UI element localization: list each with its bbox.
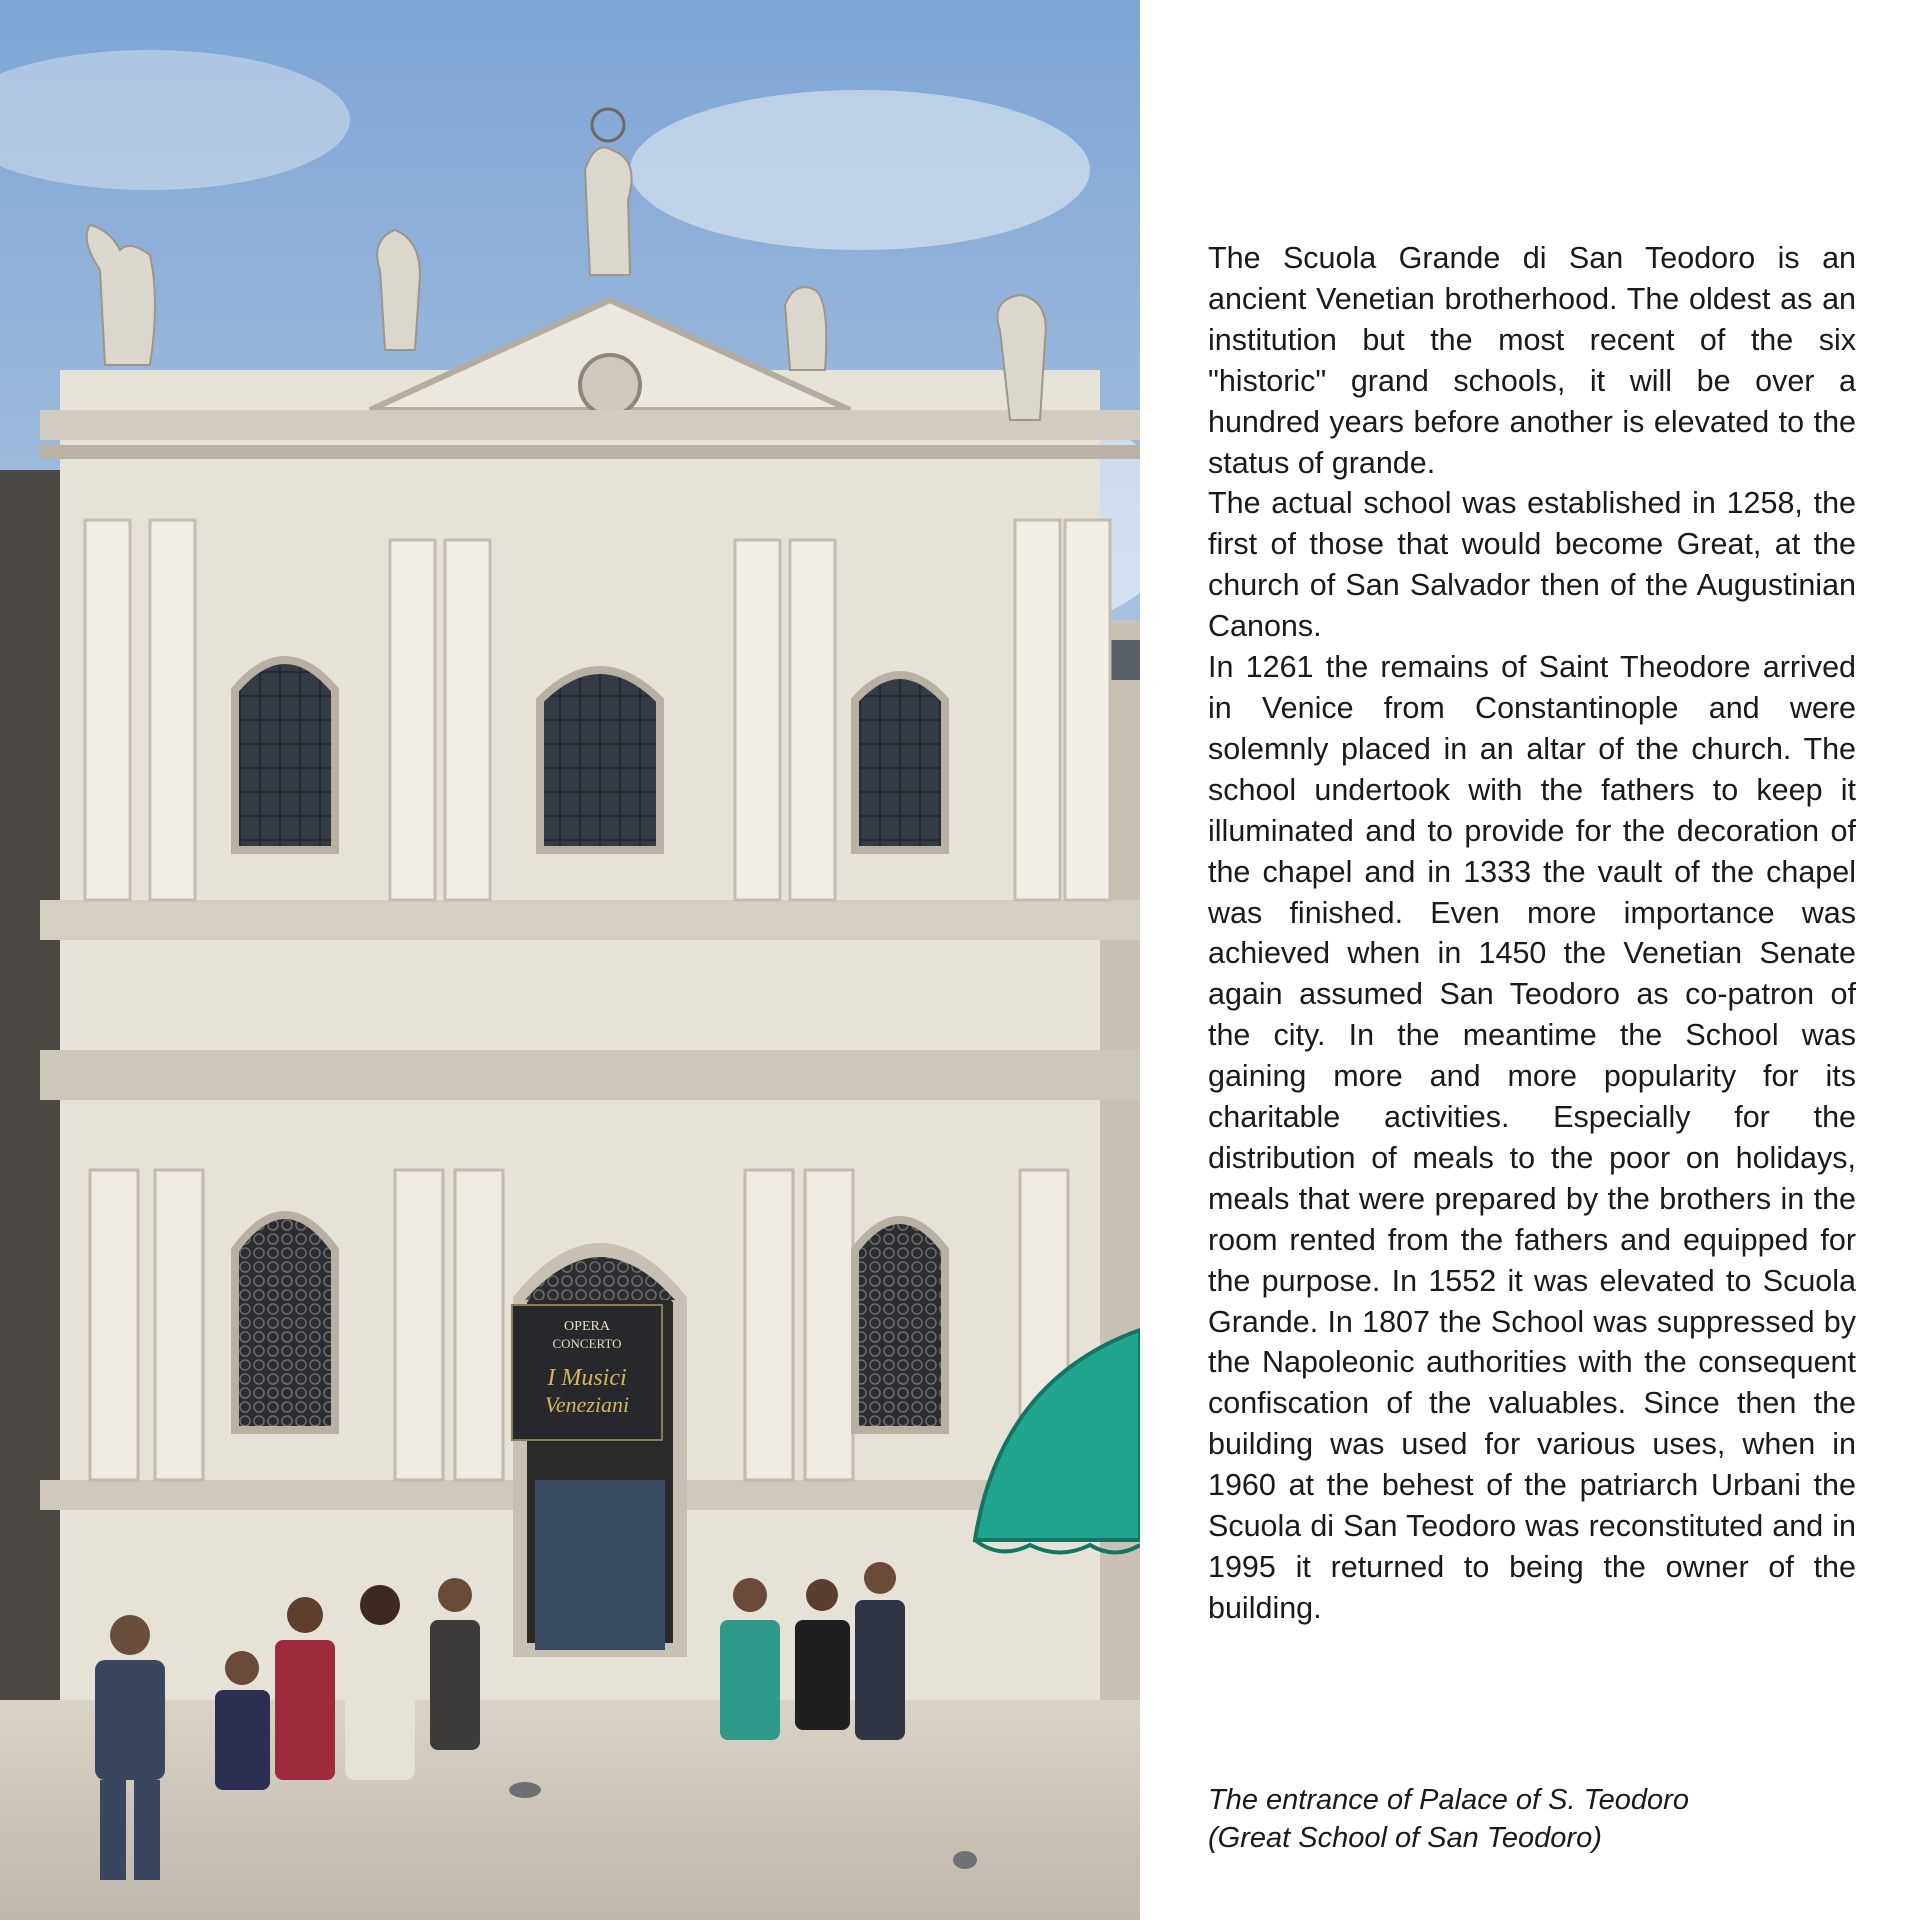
paragraph-history: In 1261 the remains of Saint Theodore arrived in Venice from Constantinople and were solemnly placed in an altar of the church. The school undertook with the fathers to keep it illuminated and to provide for the decoration of the chapel and in 1333 the vault of the chapel was finished. Even more importance was achieved when in 1450 the Venetian Senate again assumed San Teodoro as co-patron of the city. In the meantime the School was gaining more and more popularity for its charitable activities. Especially for the distribution of meals to the poor on holidays, meals that were prepared by the brothers in the room rented from the fathers and equipped for the purpose. In 1552 it was elevated to Scuola Grande. In 1807 the School was suppressed by the Napoleonic authorities with the consequent confiscation of the valuables. Since then the building was used for various uses, when in 1960 at the behest of the patriarch Urbani the Scuola di San Teodoro was reconstituted and in 1995 it returned to being the owner of the building. (1208, 650, 1856, 1625)
banner-script1: I Musici (547, 1365, 627, 1391)
caption-line-2: (Great School of San Teodoro) (1208, 1822, 1602, 1854)
banner-line2: CONCERTO (552, 1336, 622, 1351)
paragraph-intro: The Scuola Grande di San Teodoro is an ancient Venetian brotherhood. The oldest as an institution but the most recent of the six "historic" grand schools, it will be over a hundred years before another is elevated to the status of grande. (1208, 241, 1856, 480)
caption-line-1: The entrance of Palace of S. Teodoro (1208, 1784, 1689, 1816)
photo-caption (1208, 1781, 1848, 1857)
banner-script2: Veneziani (544, 1392, 630, 1417)
article-body (1208, 238, 1856, 1629)
banner-line1: OPERA (564, 1319, 610, 1334)
paragraph-founding: The actual school was established in 1258, the first of those that would become Great, at the church of San Salvador then of the Augustinian Canons. (1208, 486, 1856, 644)
